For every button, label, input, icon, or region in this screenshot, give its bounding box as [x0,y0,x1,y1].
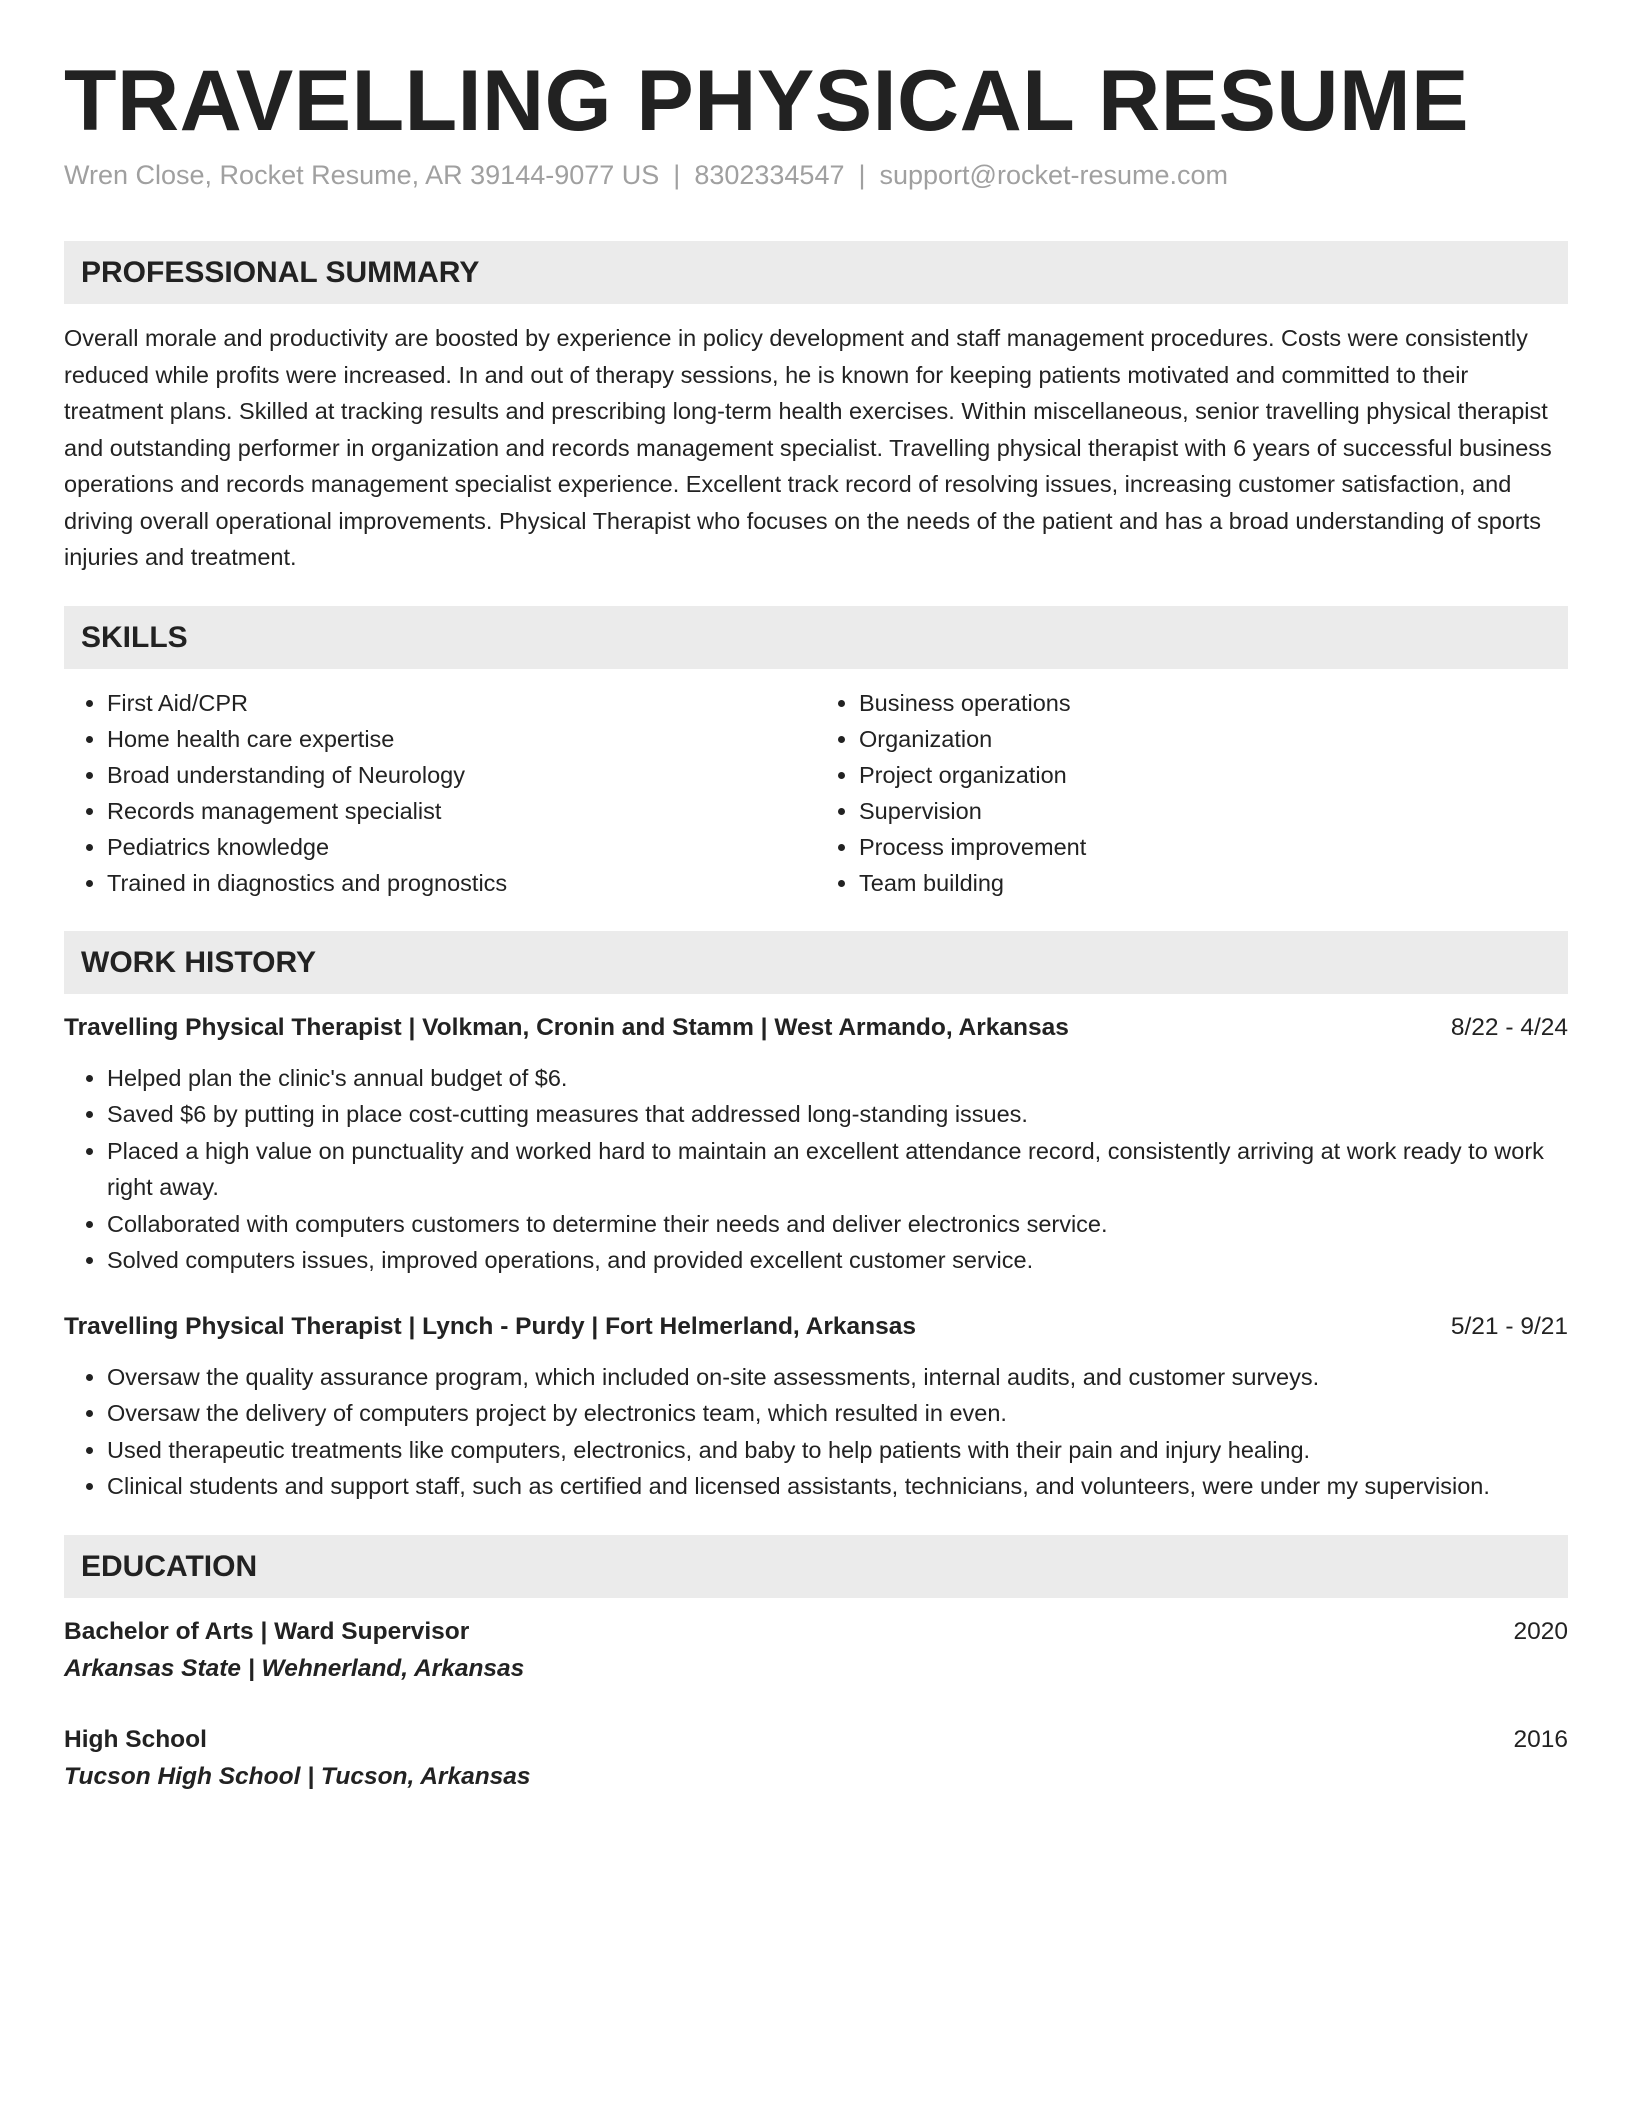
job-bullets [64,1359,1568,1505]
skill-item: • Home health care expertise [107,721,816,757]
job-title: Travelling Physical Therapist | Lynch - Purdy | Fort Helmerland, Arkansas [64,1312,916,1340]
education-header [64,1614,1568,1650]
contact-separator: | [858,160,866,191]
education-year: 2016 [1513,1725,1568,1753]
skill-item: • First Aid/CPR [107,685,816,721]
education-school: Tucson High School | Tucson, Arkansas [64,1762,531,1790]
contact-separator: | [673,160,681,191]
skill-item: • Process improvement [859,829,1568,865]
job-title: Travelling Physical Therapist | Volkman, Cronin and Stamm | West Armando, Arkansas [64,1013,1069,1041]
contact-address: Wren Close, Rocket Resume, AR 39144-9077 US [64,160,660,191]
job-header [64,1010,1568,1046]
contact-phone: 8302334547 [694,160,845,191]
job-bullet: • Saved $6 by putting in place cost-cutting measures that addressed long-standing issues. [107,1096,1568,1133]
skill-item: • Supervision [859,793,1568,829]
skills-column-left [64,685,816,901]
education-year: 2020 [1513,1617,1568,1645]
job-bullet: • Oversaw the quality assurance program, which included on-site assessments, internal audits, and customer surveys. [107,1359,1568,1396]
education-header [64,1722,1568,1758]
job-dates: 5/21 - 9/21 [1450,1312,1568,1340]
education-school: Arkansas State | Wehnerland, Arkansas [64,1654,525,1682]
education-entry [64,1722,1568,1796]
job-bullet: • Clinical students and support staff, such as certified and licensed assistants, technicians, and volunteers, were under my supervision. [107,1468,1568,1505]
job-bullet: • Used therapeutic treatments like computers, electronics, and baby to help patients with their pain and injury healing. [107,1432,1568,1469]
job-entry [64,1010,1568,1279]
resume-name: TRAVELLING PHYSICAL RESUME [64,53,1470,149]
skill-item: • Trained in diagnostics and prognostics [107,865,816,901]
work-history-heading: WORK HISTORY [64,931,1568,994]
skills-column-right [816,685,1568,901]
job-entry [64,1309,1568,1505]
job-header [64,1309,1568,1345]
skill-item: • Records management specialist [107,793,816,829]
skill-item: • Business operations [859,685,1568,721]
summary-text: Overall morale and productivity are boosted by experience in policy development and staff management procedures. Costs were consistently reduced while profits were increased. In and out of therapy sessions, he is known for keeping patients motivated and committed to their treatment plans. Skilled at tracking results and prescribing long-term health exercises. Within miscellaneous, senior travelling physical therapist and outstanding performer in organization and records management specialist. Travelling physical therapist with 6 years of successful business operations and records management specialist experience. Excellent track record of resolving issues, increasing customer satisfaction, and driving overall operational improvements. Physical Therapist who focuses on the needs of the patient and has a broad understanding of sports injuries and treatment. [64,325,1552,571]
summary-heading: PROFESSIONAL SUMMARY [64,241,1568,304]
skills-list [64,685,1568,901]
contact-line [64,158,1568,193]
skill-item: • Pediatrics knowledge [107,829,816,865]
job-bullets [64,1060,1568,1279]
skill-item: • Team building [859,865,1568,901]
job-bullet: • Helped plan the clinic's annual budget of $6. [107,1060,1568,1097]
education-heading: EDUCATION [64,1535,1568,1598]
skill-item: • Project organization [859,757,1568,793]
job-bullet: • Placed a high value on punctuality and worked hard to maintain an excellent attendance record, consistently arriving at work ready to work right away. [107,1133,1568,1206]
job-bullet: • Solved computers issues, improved operations, and provided excellent customer service. [107,1242,1568,1279]
skill-item: • Broad understanding of Neurology [107,757,816,793]
education-degree: Bachelor of Arts | Ward Supervisor [64,1617,470,1645]
contact-email[interactable]: support@rocket-resume.com [879,160,1229,191]
skill-item: • Organization [859,721,1568,757]
job-bullet: • Collaborated with computers customers to determine their needs and deliver electronics service. [107,1206,1568,1243]
education-degree: High School [64,1725,207,1753]
education-entry [64,1614,1568,1688]
job-dates: 8/22 - 4/24 [1450,1013,1568,1041]
skills-heading: SKILLS [64,606,1568,669]
job-bullet: • Oversaw the delivery of computers project by electronics team, which resulted in even. [107,1395,1568,1432]
